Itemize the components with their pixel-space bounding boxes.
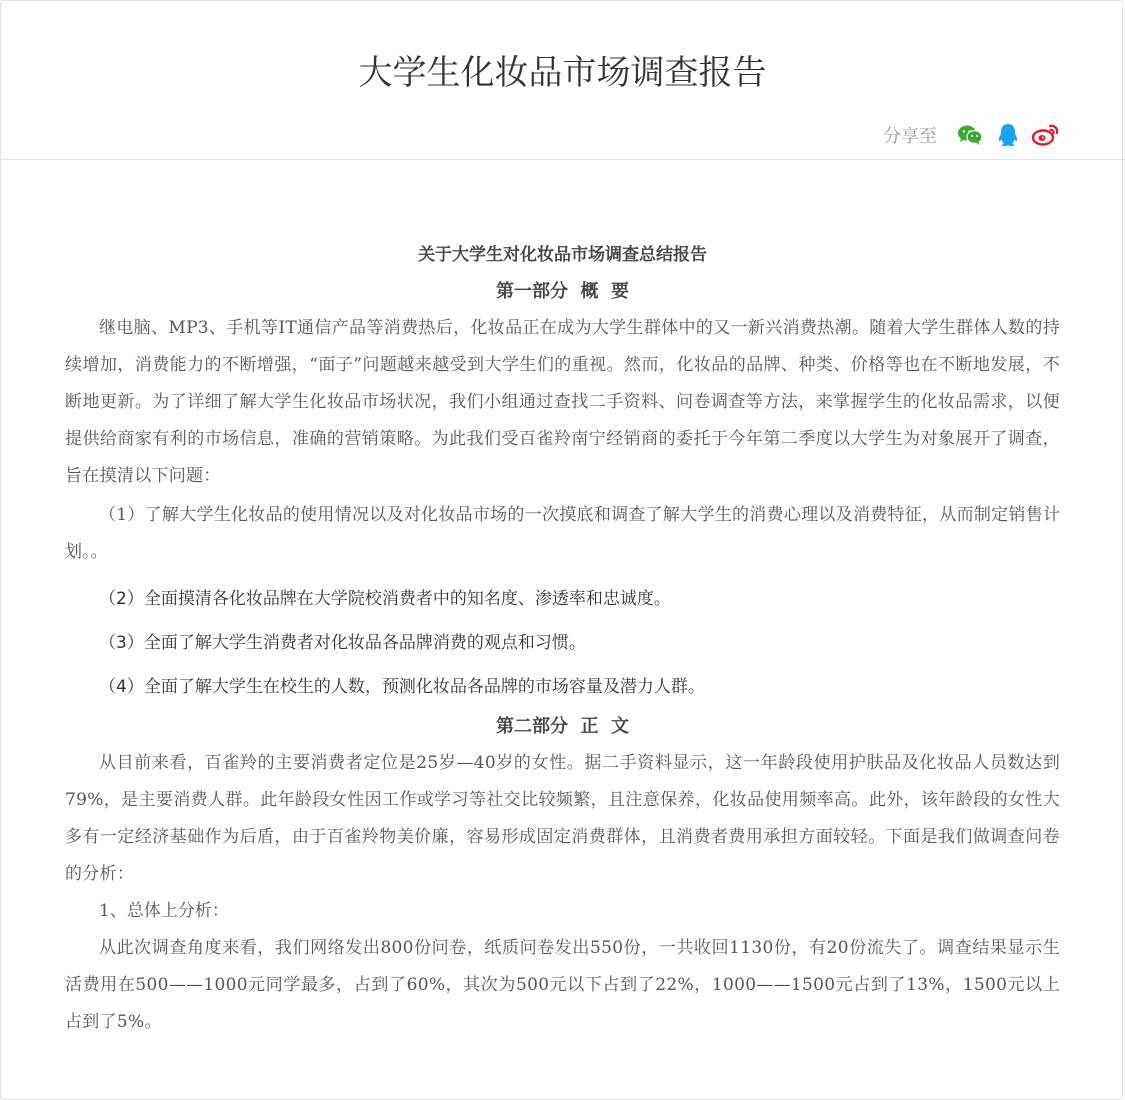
list-item-4: （4）全面了解大学生在校生的人数，预测化妆品各品牌的市场容量及潜力人群。: [99, 677, 705, 697]
list-item-3: （3）全面了解大学生消费者对化妆品各品牌消费的观点和习惯。: [99, 633, 586, 653]
wechat-icon[interactable]: [953, 118, 987, 152]
section-heading-part1: 第一部分 概 要: [495, 281, 630, 302]
paragraph-overview: 继电脑、MP3、手机等IT通信产品等消费热后，化妆品正在成为大学生群体中的又一新兴消费热潮。随着大学生群体人数的持续增加，消费能力的不断增强，“面子”问题越来越受到大学生们的重视。然而，化妆品的品牌、种类、价格等也在不断地发展，不断地更新。为了详细了解大学生化妆品市场状况，我们小组通过查找二手资料、问卷调查等方法，来掌握学生的化妆品需求，以便提供给商家有利的市场信息，准确的营销策略。为此我们受百雀羚南宁经销商的委托于今年第二季度以大学生为对象展开了调查，旨在摸清以下问题：: [65, 318, 1060, 486]
paragraph-analysis: 从此次调查角度来看，我们网络发出800份问卷，纸质问卷发出550份，一共收回1130份，有20份流失了。调查结果显示生活费用在500——1000元同学最多，占到了60%，其次为500元以下占到了22%，1000——1500元占到了13%，1500元以上占到了5%。: [65, 938, 1060, 1032]
page-title: 大学生化妆品市场调查报告: [358, 53, 767, 93]
share-bar: [883, 118, 1063, 152]
article-header: [0, 0, 1125, 160]
list-item-2: （2）全面摸清各化妆品牌在大学院校消费者中的知名度、渗透率和忠诚度。: [99, 589, 671, 609]
weibo-icon[interactable]: [1029, 118, 1063, 152]
share-label: 分享至: [883, 126, 937, 147]
qq-icon[interactable]: [991, 118, 1025, 152]
sub-heading-overall-analysis: 1、总体上分析：: [99, 901, 229, 921]
list-item-1: （1）了解大学生化妆品的使用情况以及对化妆品市场的一次摸底和调查了解大学生的消费心理以及消费特征，从而制定销售计划。。: [65, 505, 1060, 562]
article-body: [65, 240, 1060, 1041]
document-title: 关于大学生对化妆品市场调查总结报告: [418, 245, 707, 265]
paragraph-main: 从目前来看，百雀羚的主要消费者定位是25岁—40岁的女性。据二手资料显示，这一年龄段使用护肤品及化妆品人员数达到79%，是主要消费人群。此年龄段女性因工作或学习等社交比较频繁，且注意保养，化妆品使用频率高。此外，该年龄段的女性大多有一定经济基础作为后盾，由于百雀羚物美价廉，容易形成固定消费群体，且消费者费用承担方面较轻。下面是我们做调查问卷的分析：: [65, 753, 1060, 884]
section-heading-part2: 第二部分 正 文: [495, 716, 630, 737]
